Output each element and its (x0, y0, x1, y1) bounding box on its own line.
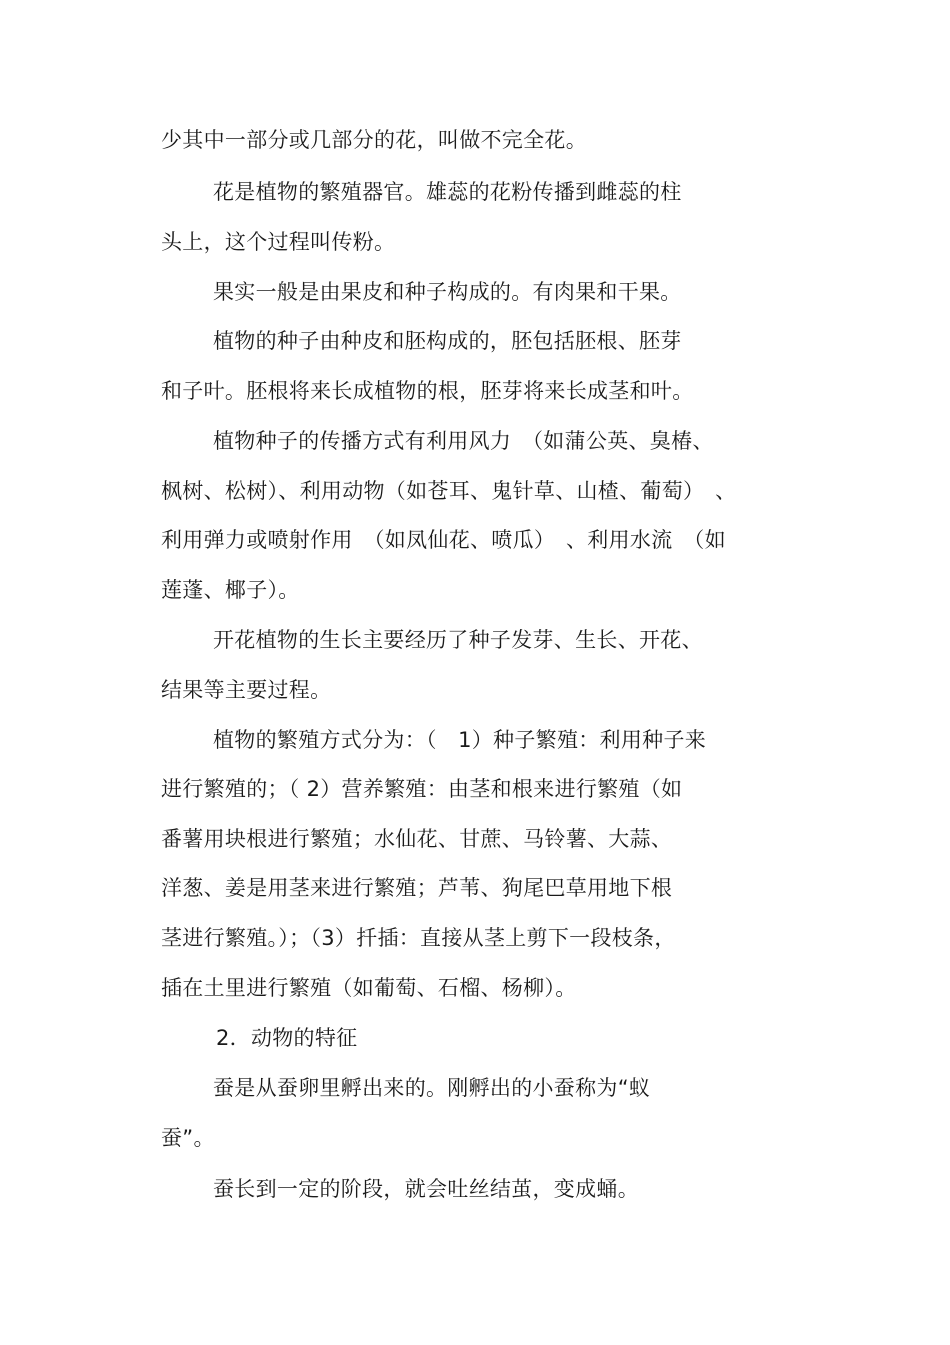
text-line-10: 莲蓬、椰子）。 (161, 578, 300, 602)
section-heading: 2．动物的特征 (216, 1026, 358, 1050)
text-line-14: 进行繁殖的；（ 2）营养繁殖：由茎和根来进行繁殖（如 (161, 777, 683, 801)
text-line-13: 植物的繁殖方式分为：（ 1）种子繁殖：利用种子来 (213, 728, 707, 752)
text-line-12: 结果等主要过程。 (161, 678, 332, 702)
text-line-2: 花是植物的繁殖器官。雄蕊的花粉传播到雌蕊的柱 (213, 180, 682, 204)
text-line-11: 开花植物的生长主要经历了种子发芽、生长、开花、 (213, 628, 703, 652)
text-line-20: 蚕是从蚕卵里孵出来的。刚孵出的小蚕称为“蚁 (213, 1076, 651, 1100)
text-line-9: 利用弹力或喷射作用 （如凤仙花、喷瓜） 、利用水流 （如 (161, 528, 726, 552)
text-line-7: 植物种子的传播方式有利用风力 （如蒲公英、臭椿、 (213, 429, 714, 453)
text-line-6: 和子叶。胚根将来长成植物的根，胚芽将来长成茎和叶。 (161, 379, 694, 403)
text-line-4: 果实一般是由果皮和种子构成的。有肉果和干果。 (213, 280, 682, 304)
text-line-22: 蚕长到一定的阶段，就会吐丝结茧，变成蛹。 (213, 1177, 639, 1201)
text-line-3: 头上，这个过程叫传粉。 (161, 230, 396, 254)
text-line-15: 番薯用块根进行繁殖；水仙花、甘蔗、马铃薯、大蒜、 (161, 827, 673, 851)
text-line-21: 蚕”。 (161, 1126, 215, 1150)
text-line-1: 少其中一部分或几部分的花，叫做不完全花。 (161, 128, 587, 152)
text-line-17: 茎进行繁殖。）；（3）扦插：直接从茎上剪下一段枝条， (161, 926, 676, 950)
text-line-16: 洋葱、姜是用茎来进行繁殖；芦苇、狗尾巴草用地下根 (161, 876, 673, 900)
text-line-8: 枫树、松树）、利用动物（如苍耳、鬼针草、山楂、葡萄） 、 (161, 479, 737, 503)
text-line-18: 插在土里进行繁殖（如葡萄、石榴、杨柳）。 (161, 976, 577, 1000)
text-line-5: 植物的种子由种皮和胚构成的，胚包括胚根、胚芽 (213, 329, 682, 353)
